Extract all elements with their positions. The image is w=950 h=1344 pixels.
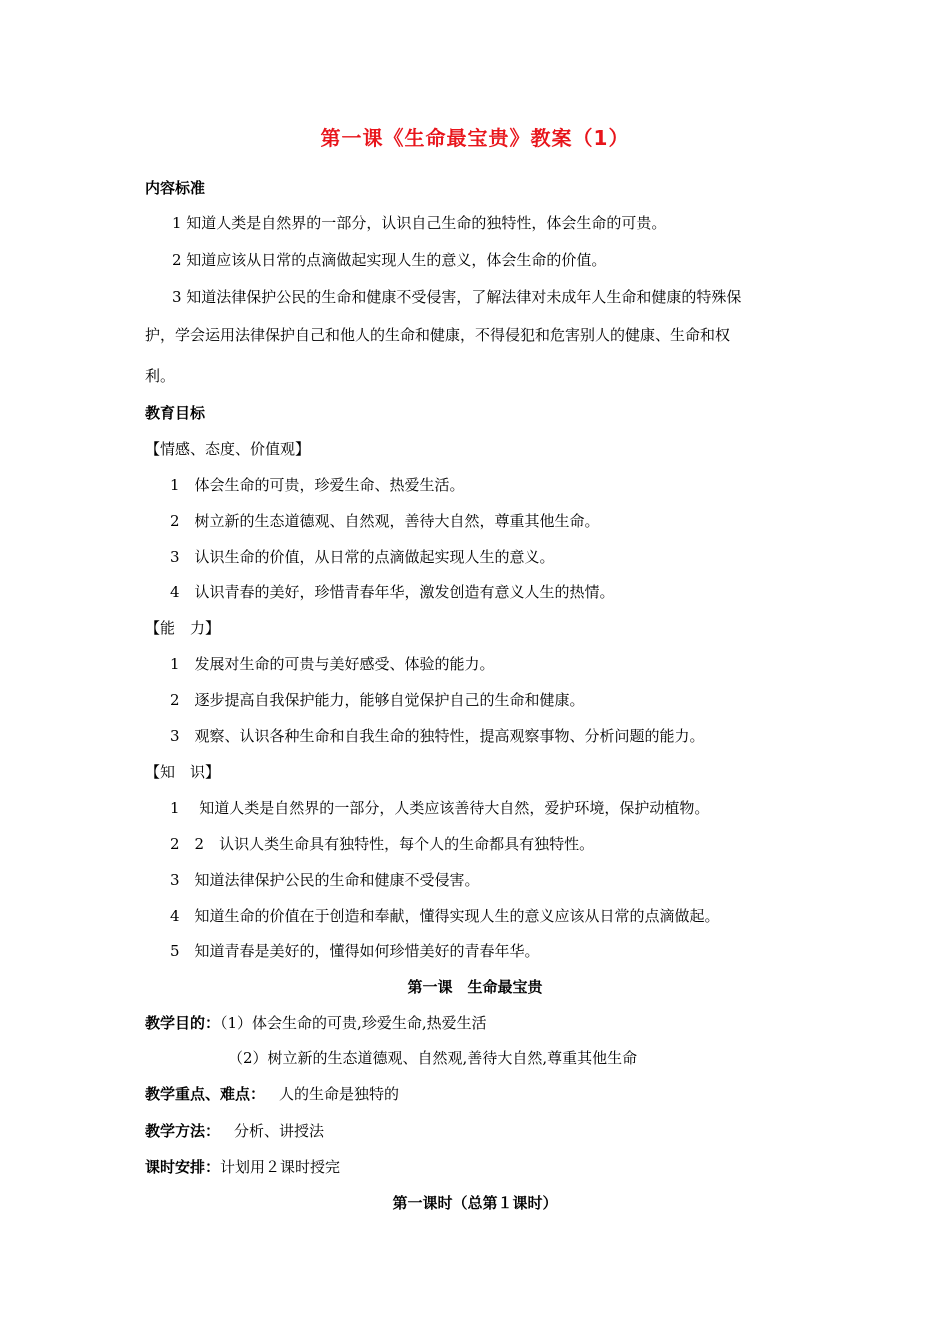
schedule-label: 课时安排： <box>145 1158 221 1176</box>
content-standard-item: 护，学会运用法律保护自己和他人的生命和健康，不得侵犯和危害别人的健康、生命和权 <box>145 326 731 344</box>
ability-heading: 【能 力】 <box>145 619 221 637</box>
period-heading: 第一课时（总第１课时） <box>392 1194 558 1212</box>
ability-item: 2 逐步提高自我保护能力，能够自觉保护自己的生命和健康。 <box>170 691 585 709</box>
content-standard-item: 1 知道人类是自然界的一部分，认识自己生命的独特性，体会生命的可贵。 <box>172 214 667 232</box>
knowledge-item: 5 知道青春是美好的，懂得如何珍惜美好的青春年华。 <box>170 942 540 960</box>
teaching-purpose-2: （2）树立新的生态道德观、自然观,善待大自然,尊重其他生命 <box>228 1049 638 1067</box>
schedule-row <box>145 1157 340 1177</box>
education-goals-heading: 教育目标 <box>145 404 206 422</box>
knowledge-item: 2 2 认识人类生命具有独特性，每个人的生命都具有独特性。 <box>170 835 595 853</box>
emotion-item: 1 体会生命的可贵，珍爱生命、热爱生活。 <box>170 476 465 494</box>
knowledge-item: 1 知道人类是自然界的一部分，人类应该善待大自然，爱护环境，保护动植物。 <box>170 799 710 817</box>
teaching-purpose-row <box>145 1013 487 1033</box>
teaching-method-row <box>145 1121 324 1141</box>
content-standard-item: 3 知道法律保护公民的生命和健康不受侵害，了解法律对未成年人生命和健康的特殊保 <box>172 288 742 306</box>
key-points-label: 教学重点、难点： <box>145 1085 266 1103</box>
key-points-value: 人的生命是独特的 <box>279 1085 400 1103</box>
teaching-purpose-label: 教学目的： <box>145 1014 221 1032</box>
ability-item: 1 发展对生命的可贵与美好感受、体验的能力。 <box>170 655 495 673</box>
schedule-value: 计划用２课时授完 <box>220 1158 341 1176</box>
content-standard-item: 利。 <box>145 367 176 385</box>
emotion-item: 3 认识生命的价值，从日常的点滴做起实现人生的意义。 <box>170 548 555 566</box>
teaching-method-value: 分析、讲授法 <box>234 1122 325 1140</box>
lesson-heading: 第一课 生命最宝贵 <box>407 978 543 996</box>
knowledge-item: 4 知道生命的价值在于创造和奉献，懂得实现人生的意义应该从日常的点滴做起。 <box>170 907 720 925</box>
knowledge-item: 3 知道法律保护公民的生命和健康不受侵害。 <box>170 871 480 889</box>
document-title: 第一课《生命最宝贵》教案（1） <box>320 126 630 150</box>
content-standard-heading: 内容标准 <box>145 179 206 197</box>
ability-item: 3 观察、认识各种生命和自我生命的独特性，提高观察事物、分析问题的能力。 <box>170 727 705 745</box>
key-points-row <box>145 1084 399 1104</box>
content-standard-item: 2 知道应该从日常的点滴做起实现人生的意义，体会生命的价值。 <box>172 251 607 269</box>
teaching-method-label: 教学方法： <box>145 1122 221 1140</box>
emotion-item: 4 认识青春的美好，珍惜青春年华，激发创造有意义人生的热情。 <box>170 583 615 601</box>
emotion-heading: 【情感、态度、价值观】 <box>145 440 311 458</box>
emotion-item: 2 树立新的生态道德观、自然观，善待大自然，尊重其他生命。 <box>170 512 600 530</box>
knowledge-heading: 【知 识】 <box>145 763 221 781</box>
teaching-purpose-1: （1）体会生命的可贵,珍爱生命,热爱生活 <box>220 1014 487 1032</box>
